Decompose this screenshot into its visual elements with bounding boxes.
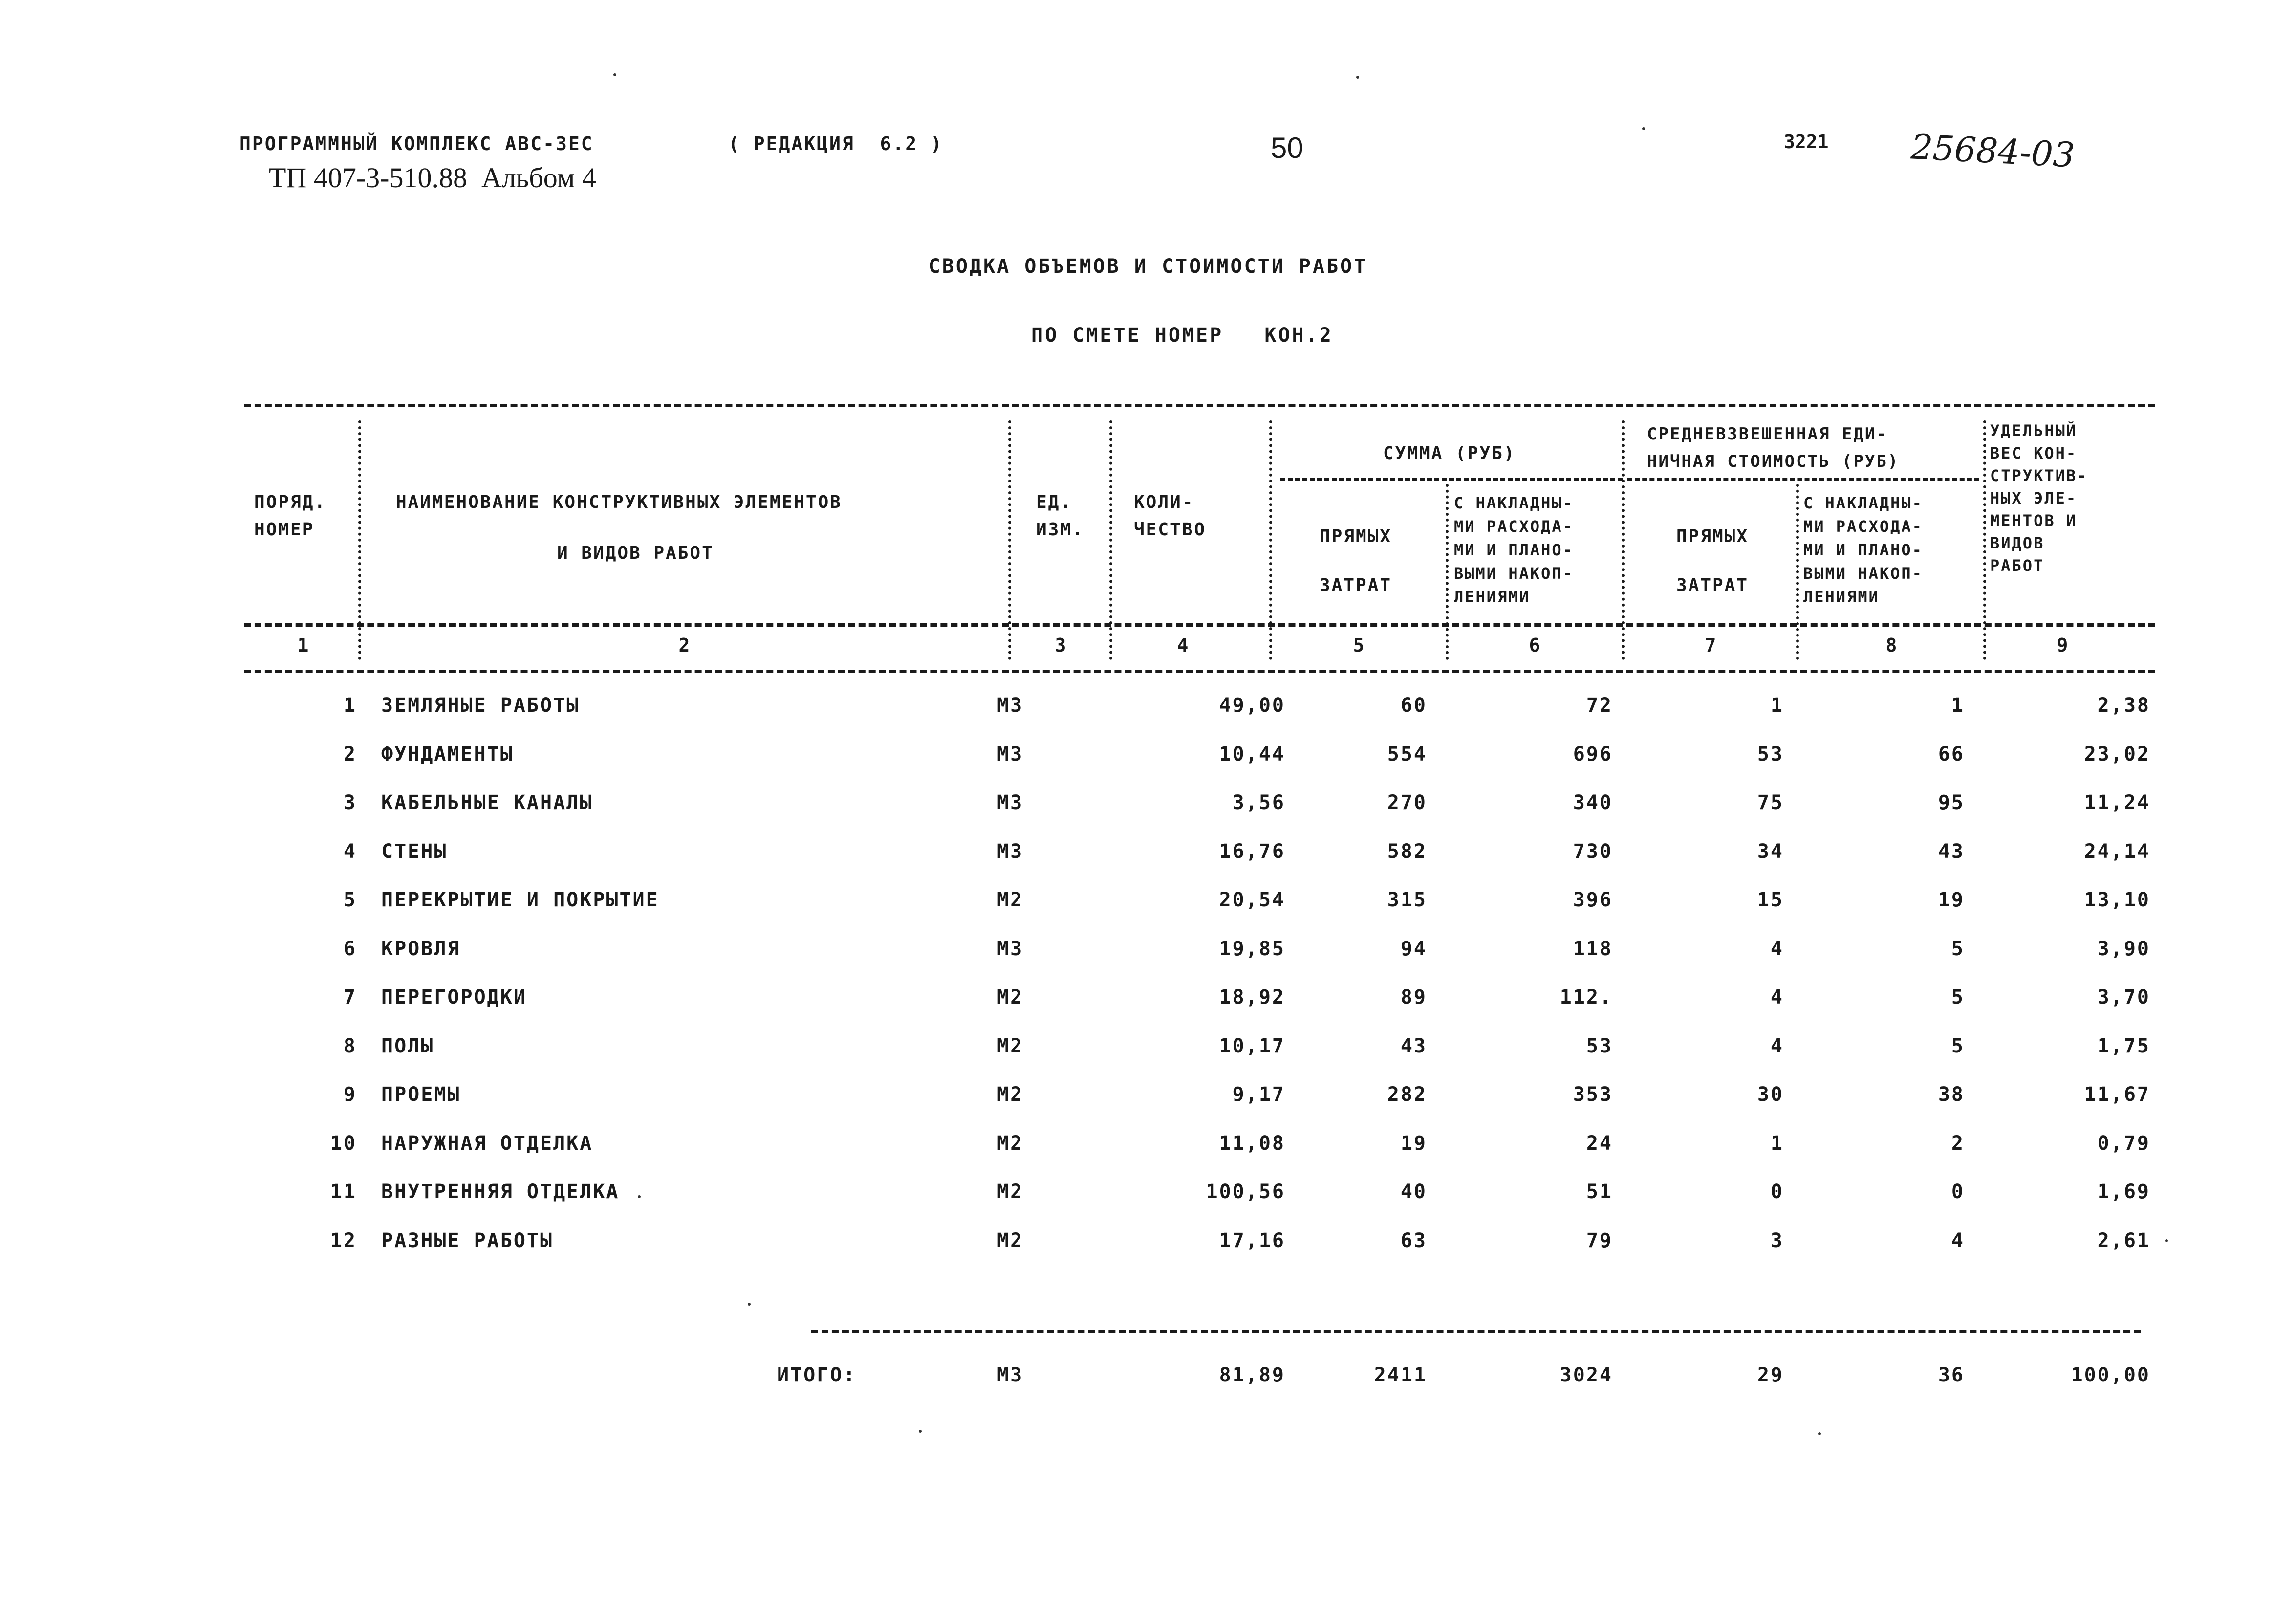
row-number: 11 bbox=[330, 1181, 357, 1203]
total-quantity: 81,89 bbox=[1219, 1364, 1285, 1386]
row-with-overheads: 353 bbox=[1573, 1083, 1613, 1106]
scan-speck bbox=[1356, 76, 1359, 79]
row-unit: М2 bbox=[997, 1035, 1024, 1057]
row-share: 1,75 bbox=[2097, 1035, 2150, 1057]
total-share: 100,00 bbox=[2071, 1364, 2150, 1386]
row-unit: М2 bbox=[997, 1229, 1024, 1252]
row-unit-direct: 15 bbox=[1757, 889, 1784, 911]
row-direct: 554 bbox=[1387, 743, 1427, 766]
column-number: 8 bbox=[1885, 635, 1897, 656]
row-with-overheads: 112. bbox=[1560, 986, 1613, 1008]
row-unit: М2 bbox=[997, 1181, 1024, 1203]
page-number: 50 bbox=[1271, 131, 1303, 164]
row-share: 11,24 bbox=[2084, 791, 2150, 814]
scan-speck bbox=[613, 73, 616, 76]
header-with-overheads: С НАКЛАДНЫ- МИ РАСХОДА- МИ И ПЛАНО- ВЫМИ НАКОП- ЛЕНИЯМИ bbox=[1454, 494, 1574, 606]
row-unit: М2 bbox=[997, 1132, 1024, 1155]
row-quantity: 10,44 bbox=[1219, 743, 1285, 766]
row-name: ПЕРЕКРЫТИЕ И ПОКРЫТИЕ bbox=[381, 889, 659, 911]
row-number: 12 bbox=[330, 1229, 357, 1252]
column-number: 9 bbox=[2057, 635, 2068, 656]
row-direct: 43 bbox=[1400, 1035, 1427, 1057]
row-direct: 270 bbox=[1387, 791, 1427, 814]
row-unit: М3 bbox=[997, 840, 1024, 863]
total-unit: М3 bbox=[997, 1364, 1024, 1386]
row-quantity: 19,85 bbox=[1219, 938, 1285, 960]
row-unit-with-overheads: 4 bbox=[1951, 1229, 1965, 1252]
row-unit-with-overheads: 2 bbox=[1951, 1132, 1965, 1155]
row-direct: 94 bbox=[1400, 938, 1427, 960]
column-numbers-rule bbox=[244, 670, 2155, 673]
row-unit-direct: 0 bbox=[1770, 1181, 1784, 1203]
row-with-overheads: 396 bbox=[1573, 889, 1613, 911]
row-unit: М3 bbox=[997, 743, 1024, 766]
row-unit-direct: 30 bbox=[1757, 1083, 1784, 1106]
document-title: СВОДКА ОБЪЕМОВ И СТОИМОСТИ РАБОТ bbox=[928, 255, 1368, 278]
row-unit-with-overheads: 95 bbox=[1938, 791, 1965, 814]
row-unit-direct: 53 bbox=[1757, 743, 1784, 766]
header-unit-with-overheads: С НАКЛАДНЫ- МИ РАСХОДА- МИ И ПЛАНО- ВЫМИ НАКОП- ЛЕНИЯМИ bbox=[1803, 494, 1923, 606]
row-unit-with-overheads: 19 bbox=[1938, 889, 1965, 911]
row-number: 9 bbox=[343, 1083, 357, 1106]
column-divider bbox=[1983, 420, 1986, 660]
sum-group-rule bbox=[1280, 478, 1623, 481]
handwritten-code: 25684-03 bbox=[1910, 127, 2076, 175]
row-name: ВНУТРЕННЯЯ ОТДЕЛКА bbox=[381, 1181, 620, 1203]
row-unit: М2 bbox=[997, 889, 1024, 911]
total-direct: 2411 bbox=[1374, 1364, 1427, 1386]
column-number: 2 bbox=[678, 635, 690, 656]
row-direct: 89 bbox=[1400, 986, 1427, 1008]
row-quantity: 3,56 bbox=[1232, 791, 1285, 814]
total-label: ИТОГО: bbox=[777, 1364, 857, 1386]
row-direct: 63 bbox=[1400, 1229, 1427, 1252]
table-row bbox=[0, 694, 2296, 738]
header-order-number: ПОРЯД. НОМЕР bbox=[254, 492, 327, 540]
row-unit-direct: 4 bbox=[1770, 1035, 1784, 1057]
row-share: 23,02 bbox=[2084, 743, 2150, 766]
table-row bbox=[0, 889, 2296, 933]
row-unit-with-overheads: 43 bbox=[1938, 840, 1965, 863]
row-number: 10 bbox=[330, 1132, 357, 1155]
total-rule bbox=[811, 1330, 2141, 1333]
row-unit-with-overheads: 66 bbox=[1938, 743, 1965, 766]
table-row bbox=[0, 840, 2296, 884]
row-share: 0,79 bbox=[2097, 1132, 2150, 1155]
table-row bbox=[0, 743, 2296, 787]
scan-speck bbox=[748, 1303, 751, 1306]
row-unit: М3 bbox=[997, 791, 1024, 814]
row-number: 7 bbox=[343, 986, 357, 1008]
header-sum-group: СУММА (РУБ) bbox=[1383, 443, 1516, 463]
row-with-overheads: 53 bbox=[1586, 1035, 1613, 1057]
row-name: ЗЕМЛЯНЫЕ РАБОТЫ bbox=[381, 694, 580, 717]
row-quantity: 49,00 bbox=[1219, 694, 1285, 717]
row-quantity: 16,76 bbox=[1219, 840, 1285, 863]
row-number: 4 bbox=[343, 840, 357, 863]
column-number: 5 bbox=[1353, 635, 1365, 656]
row-direct: 282 bbox=[1387, 1083, 1427, 1106]
column-divider bbox=[358, 420, 361, 660]
row-name: НАРУЖНАЯ ОТДЕЛКА bbox=[381, 1132, 593, 1155]
column-number: 7 bbox=[1705, 635, 1716, 656]
table-top-rule bbox=[244, 404, 2155, 407]
column-number: 1 bbox=[297, 635, 309, 656]
total-unit-direct: 29 bbox=[1757, 1364, 1784, 1386]
row-unit-direct: 4 bbox=[1770, 986, 1784, 1008]
program-name: ПРОГРАММНЫЙ КОМПЛЕКС АВС-3ЕС bbox=[239, 133, 594, 154]
column-number: 3 bbox=[1055, 635, 1066, 656]
row-quantity: 11,08 bbox=[1219, 1132, 1285, 1155]
row-share: 3,70 bbox=[2097, 986, 2150, 1008]
row-name: ФУНДАМЕНТЫ bbox=[381, 743, 514, 766]
row-unit: М2 bbox=[997, 1083, 1024, 1106]
column-divider bbox=[1269, 420, 1272, 660]
row-unit-direct: 75 bbox=[1757, 791, 1784, 814]
row-with-overheads: 72 bbox=[1586, 694, 1613, 717]
row-unit-direct: 1 bbox=[1770, 1132, 1784, 1155]
total-unit-with-overheads: 36 bbox=[1938, 1364, 1965, 1386]
column-divider bbox=[1008, 420, 1011, 660]
document-code: 3221 bbox=[1784, 131, 1829, 153]
header-name-line2: И ВИДОВ РАБОТ bbox=[557, 543, 714, 563]
table-row bbox=[0, 986, 2296, 1030]
header-unit-cost-group: СРЕДНЕВЗВЕШЕННАЯ ЕДИ- НИЧНАЯ СТОИМОСТЬ (РУБ) bbox=[1647, 424, 1900, 471]
row-name: СТЕНЫ bbox=[381, 840, 448, 863]
row-direct: 60 bbox=[1400, 694, 1427, 717]
row-direct: 315 bbox=[1387, 889, 1427, 911]
row-quantity: 100,56 bbox=[1206, 1181, 1285, 1203]
table-row bbox=[0, 1181, 2296, 1225]
row-direct: 19 bbox=[1400, 1132, 1427, 1155]
row-share: 2,38 bbox=[2097, 694, 2150, 717]
row-unit: М2 bbox=[997, 986, 1024, 1008]
table-row bbox=[0, 1229, 2296, 1273]
row-number: 3 bbox=[343, 791, 357, 814]
column-number: 6 bbox=[1529, 635, 1540, 656]
estimate-number: ПО СМЕТЕ НОМЕР КОН.2 bbox=[1031, 324, 1333, 347]
row-name: ПРОЕМЫ bbox=[381, 1083, 461, 1106]
row-with-overheads: 51 bbox=[1586, 1181, 1613, 1203]
row-with-overheads: 696 bbox=[1573, 743, 1613, 766]
column-divider bbox=[1446, 484, 1449, 660]
row-unit-with-overheads: 5 bbox=[1951, 1035, 1965, 1057]
row-unit-with-overheads: 1 bbox=[1951, 694, 1965, 717]
row-unit-direct: 3 bbox=[1770, 1229, 1784, 1252]
row-quantity: 20,54 bbox=[1219, 889, 1285, 911]
row-number: 2 bbox=[343, 743, 357, 766]
row-unit-direct: 34 bbox=[1757, 840, 1784, 863]
header-specific-weight: УДЕЛЬНЫЙ ВЕС КОН- СТРУКТИВ- НЫХ ЭЛЕ- МЕНТОВ И ВИДОВ РАБОТ bbox=[1990, 421, 2088, 575]
header-unit-direct: ПРЯМЫХ ЗАТРАТ bbox=[1676, 526, 1749, 595]
row-name: ПОЛЫ bbox=[381, 1035, 434, 1057]
column-divider bbox=[1109, 420, 1112, 660]
row-number: 5 bbox=[343, 889, 357, 911]
row-with-overheads: 730 bbox=[1573, 840, 1613, 863]
scan-speck bbox=[919, 1430, 922, 1433]
row-unit-direct: 1 bbox=[1770, 694, 1784, 717]
scan-speck bbox=[638, 1195, 641, 1198]
row-quantity: 18,92 bbox=[1219, 986, 1285, 1008]
column-divider bbox=[1796, 484, 1799, 660]
row-unit-with-overheads: 0 bbox=[1951, 1181, 1965, 1203]
row-unit: М3 bbox=[997, 694, 1024, 717]
row-number: 1 bbox=[343, 694, 357, 717]
row-share: 1,69 bbox=[2097, 1181, 2150, 1203]
header-direct-costs: ПРЯМЫХ ЗАТРАТ bbox=[1320, 526, 1392, 595]
row-number: 6 bbox=[343, 938, 357, 960]
header-quantity: КОЛИ- ЧЕСТВО bbox=[1134, 492, 1207, 540]
column-divider bbox=[1622, 420, 1625, 660]
row-quantity: 9,17 bbox=[1232, 1083, 1285, 1106]
table-row bbox=[0, 1132, 2296, 1176]
row-share: 2,61 bbox=[2097, 1229, 2150, 1252]
row-unit: М3 bbox=[997, 938, 1024, 960]
row-name: РАЗНЫЕ РАБОТЫ bbox=[381, 1229, 554, 1252]
program-edition: ( РЕДАКЦИЯ 6.2 ) bbox=[728, 133, 943, 154]
header-name-line1: НАИМЕНОВАНИЕ КОНСТРУКТИВНЫХ ЭЛЕМЕНТОВ bbox=[396, 492, 842, 512]
unit-group-rule bbox=[1627, 478, 1979, 481]
row-name: КРОВЛЯ bbox=[381, 938, 461, 960]
table-row bbox=[0, 938, 2296, 982]
row-share: 11,67 bbox=[2084, 1083, 2150, 1106]
row-name: КАБЕЛЬНЫЕ КАНАЛЫ bbox=[381, 791, 593, 814]
table-row bbox=[0, 791, 2296, 835]
table-row bbox=[0, 1083, 2296, 1127]
row-direct: 582 bbox=[1387, 840, 1427, 863]
table-row bbox=[0, 1035, 2296, 1079]
row-with-overheads: 24 bbox=[1586, 1132, 1613, 1155]
scan-speck bbox=[2165, 1239, 2168, 1242]
row-with-overheads: 118 bbox=[1573, 938, 1613, 960]
row-quantity: 10,17 bbox=[1219, 1035, 1285, 1057]
header-unit: ЕД. ИЗМ. bbox=[1036, 492, 1084, 540]
total-row bbox=[0, 1364, 2296, 1408]
row-unit-with-overheads: 38 bbox=[1938, 1083, 1965, 1106]
column-number: 4 bbox=[1177, 635, 1189, 656]
row-unit-with-overheads: 5 bbox=[1951, 938, 1965, 960]
row-quantity: 17,16 bbox=[1219, 1229, 1285, 1252]
total-with-overheads: 3024 bbox=[1560, 1364, 1613, 1386]
row-with-overheads: 340 bbox=[1573, 791, 1613, 814]
row-share: 13,10 bbox=[2084, 889, 2150, 911]
project-reference: ТП 407-3-510.88 Альбом 4 bbox=[269, 162, 596, 194]
row-unit-direct: 4 bbox=[1770, 938, 1784, 960]
scan-speck bbox=[1818, 1432, 1821, 1435]
row-unit-with-overheads: 5 bbox=[1951, 986, 1965, 1008]
scan-speck bbox=[1642, 127, 1645, 130]
row-direct: 40 bbox=[1400, 1181, 1427, 1203]
header-bottom-rule bbox=[244, 623, 2155, 627]
row-with-overheads: 79 bbox=[1586, 1229, 1613, 1252]
row-share: 24,14 bbox=[2084, 840, 2150, 863]
row-share: 3,90 bbox=[2097, 938, 2150, 960]
row-name: ПЕРЕГОРОДКИ bbox=[381, 986, 527, 1008]
row-number: 8 bbox=[343, 1035, 357, 1057]
